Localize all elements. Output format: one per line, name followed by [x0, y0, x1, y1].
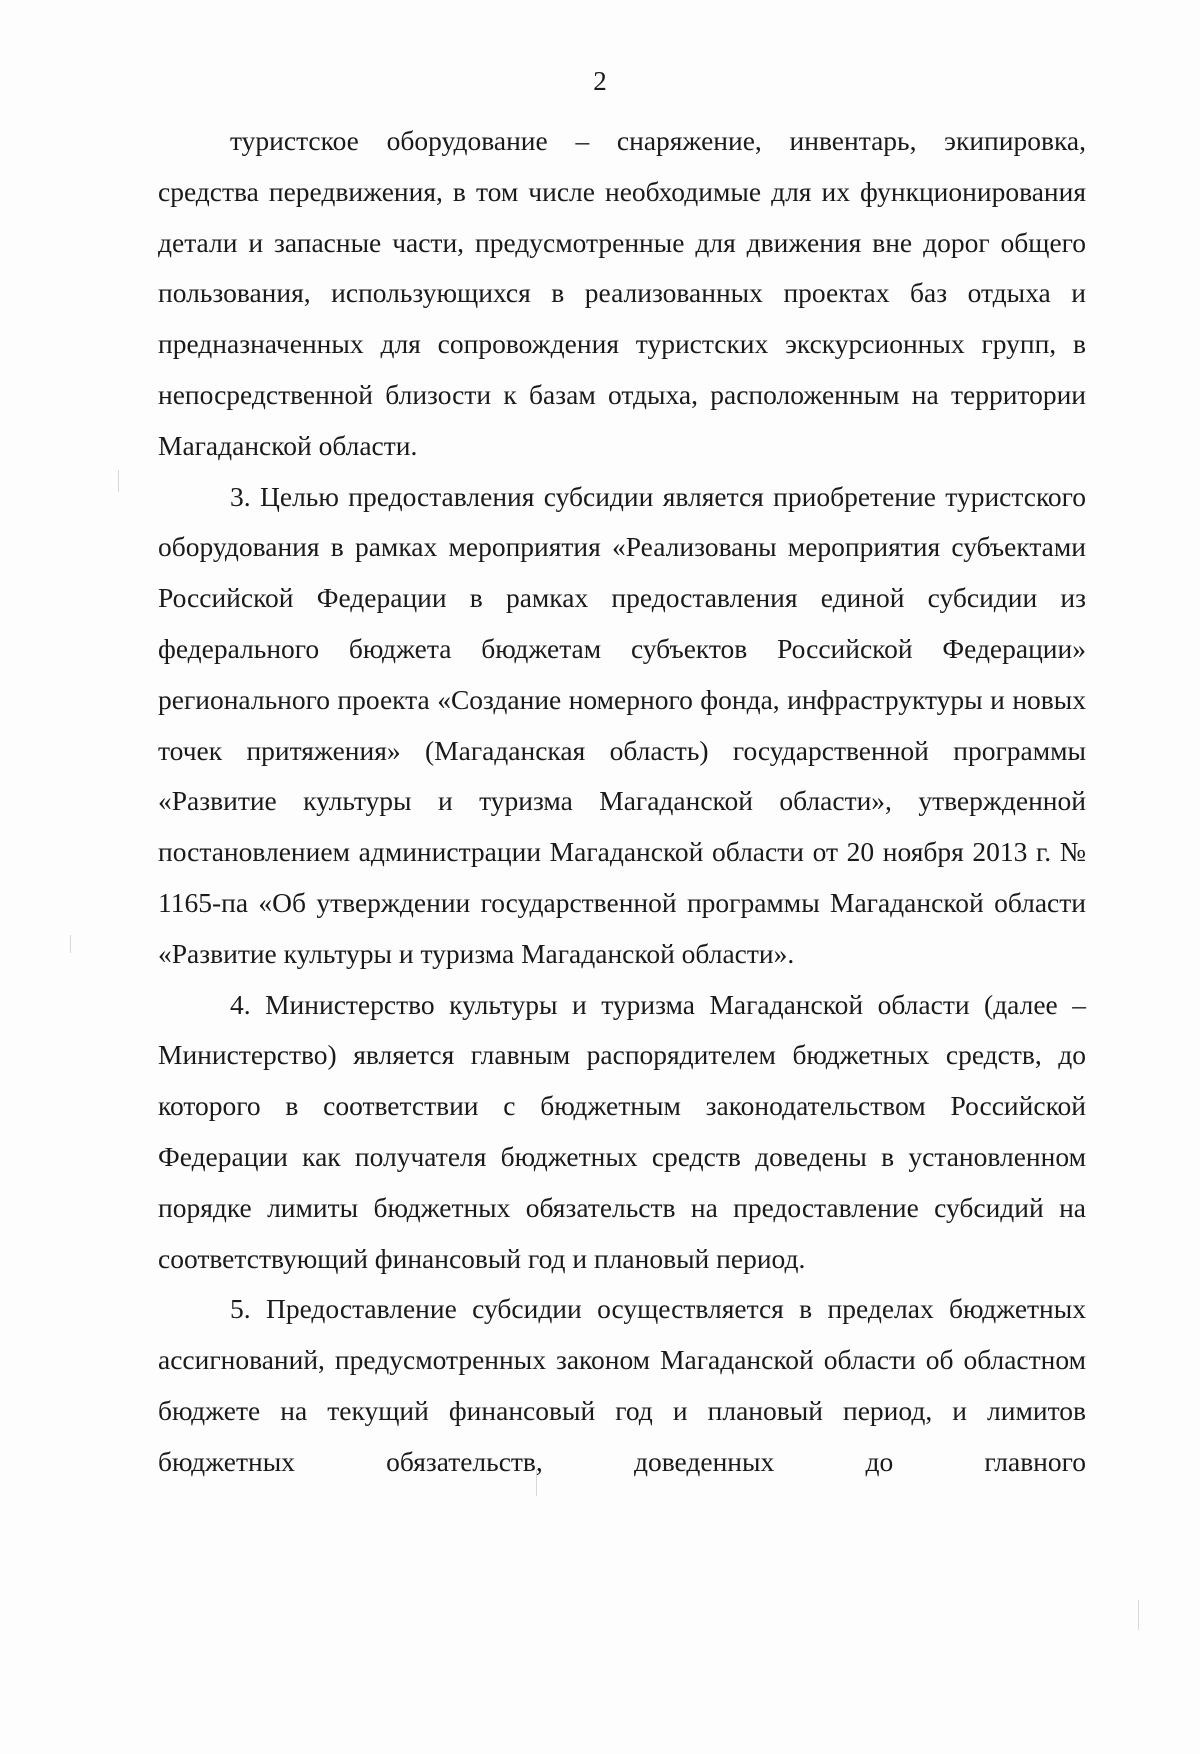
scan-artifact-line: [118, 470, 119, 492]
document-body: [158, 116, 1086, 1488]
scan-artifact-line: [70, 935, 71, 953]
paragraph-5-subsidy-provision: 5. Предоставление субсидии осуществляется в пределах бюджетных ассигнований, предусмотренных законом Магаданской области об областном бюджете на текущий финансовый год и плановый период, и лимитов бюджетных обязательств, доведенных до главного: [158, 1293, 1086, 1477]
scan-artifact-line: [1138, 1600, 1139, 1630]
paragraph-4-ministry: 4. Министерство культуры и туризма Магаданской области (далее – Министерство) является главным распорядителем бюджетных средств, до которого в соответствии с бюджетным законодательством Российской Федерации как получателя бюджетных средств доведены в установленном порядке лимиты бюджетных обязательств на предоставление субсидий на соответствующий финансовый год и плановый период.: [158, 988, 1086, 1274]
paragraph-definition-tourist-equipment: туристское оборудование – снаряжение, инвентарь, экипировка, средства передвижения, в том числе необходимые для их функционирования детали и запасные части, предусмотренные для движения вне дорог общего пользования, использующихся в реализованных проектах баз отдыха и предназначенных для сопровождения туристских экскурсионных групп, в непосредственной близости к базам отдыха, расположенным на территории Магаданской области.: [158, 125, 1086, 461]
page-number: 2: [593, 66, 607, 96]
paragraph-3-subsidy-purpose: 3. Целью предоставления субсидии является приобретение туристского оборудования в рамках мероприятия «Реализованы мероприятия субъектами Российской Федерации в рамках предоставления единой субсидии из федерального бюджета бюджетам субъектов Российской Федерации» регионального проекта «Создание номерного фонда, инфраструктуры и новых точек притяжения» (Магаданская область) государственной программы «Развитие культуры и туризма Магаданской области», утвержденной постановлением администрации Магаданской области от 20 ноября 2013 г. № 1165-па «Об утверждении государственной программы Магаданской области «Развитие культуры и туризма Магаданской области».: [158, 480, 1086, 969]
